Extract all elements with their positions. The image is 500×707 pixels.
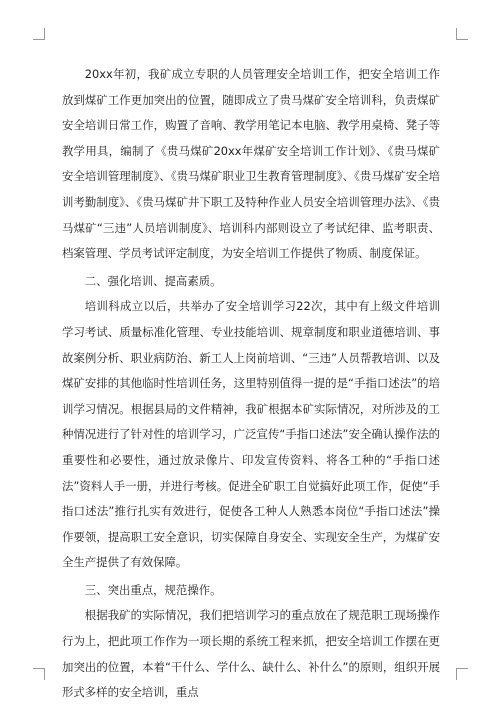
paragraph-training-sessions: 培训科成立以后，共举办了安全培训学习22次，其中有上级文件培训学习考试、质量标准化管理、专业技能培训、规章制度和职业道德培训、事故案例分析、职业病防治、新工人上岗前培训、“三违”人员帮教培训、以及煤矿安排的其他临时性培训任务，这里特别值得一提的是“手指口述法”的培训学习情况。根据县局的文件精神，我矿根据本矿实际情况，对所涉及的工种情况进行了针对性的培训学习，广泛宣传“手指口述法”安全确认操作法的重要性和必要性，通过放录像片、印发宣传资料、将各工种的“手指口述法”资料人手一册，并进行考核。促进全矿职工自觉搞好此项工作，促使“手指口述法”推行扎实有效进行，促使各工种人人熟悉本岗位“手指口述法”操作要领，提高职工安全意识，切实保障自身安全、实现安全生产，为煤矿安全生产提供了有效保障。 xyxy=(62,299,440,570)
paragraph-standardize-operations: 根据我矿的实际情况，我们把培训学习的重点放在了规范职工现场操作行为上，把此项工作作为一项长期的系统工程来抓，把安全培训工作摆在更加突出的位置，本着“干什么、学什么、缺什么、补什么”的原则，组织开展形式多样的安全培训，重点 xyxy=(62,608,440,700)
document-body xyxy=(62,62,440,706)
page-corner-mark-bottom-left xyxy=(33,668,45,680)
page-corner-mark-top-right xyxy=(456,28,468,40)
paragraph-training-setup: 20xx年初，我矿成立专职的人员管理安全培训工作，把安全培训工作放到煤矿工作更加突出的位置，随即成立了贵马煤矿安全培训科，负责煤矿安全培训日常工作，购置了音响、教学用笔记本电脑、教学用桌椅、凳子等教学用具，编制了《贵马煤矿20xx年煤矿安全培训工作计划》、《贵马煤矿安全培训管理制度》、《贵马煤矿职业卫生教育管理制度》、《贵马煤矿安全培训考勤制度》、《贵马煤矿井下职工及特种作业人员安全培训管理办法》、《贵马煤矿“三违”人员培训制度》、培训科内部则设立了考试纪律、监考职责、档案管理、学员考试评定制度，为安全培训工作提供了物质、制度保证。 xyxy=(62,67,440,261)
section-heading-highlight-focus: 三、突出重点，规范操作。 xyxy=(84,582,222,597)
page-corner-mark-top-left xyxy=(33,28,45,40)
section-heading-strengthen-training: 二、强化培训、提高素质。 xyxy=(84,273,222,288)
page-corner-mark-bottom-right xyxy=(456,668,468,680)
